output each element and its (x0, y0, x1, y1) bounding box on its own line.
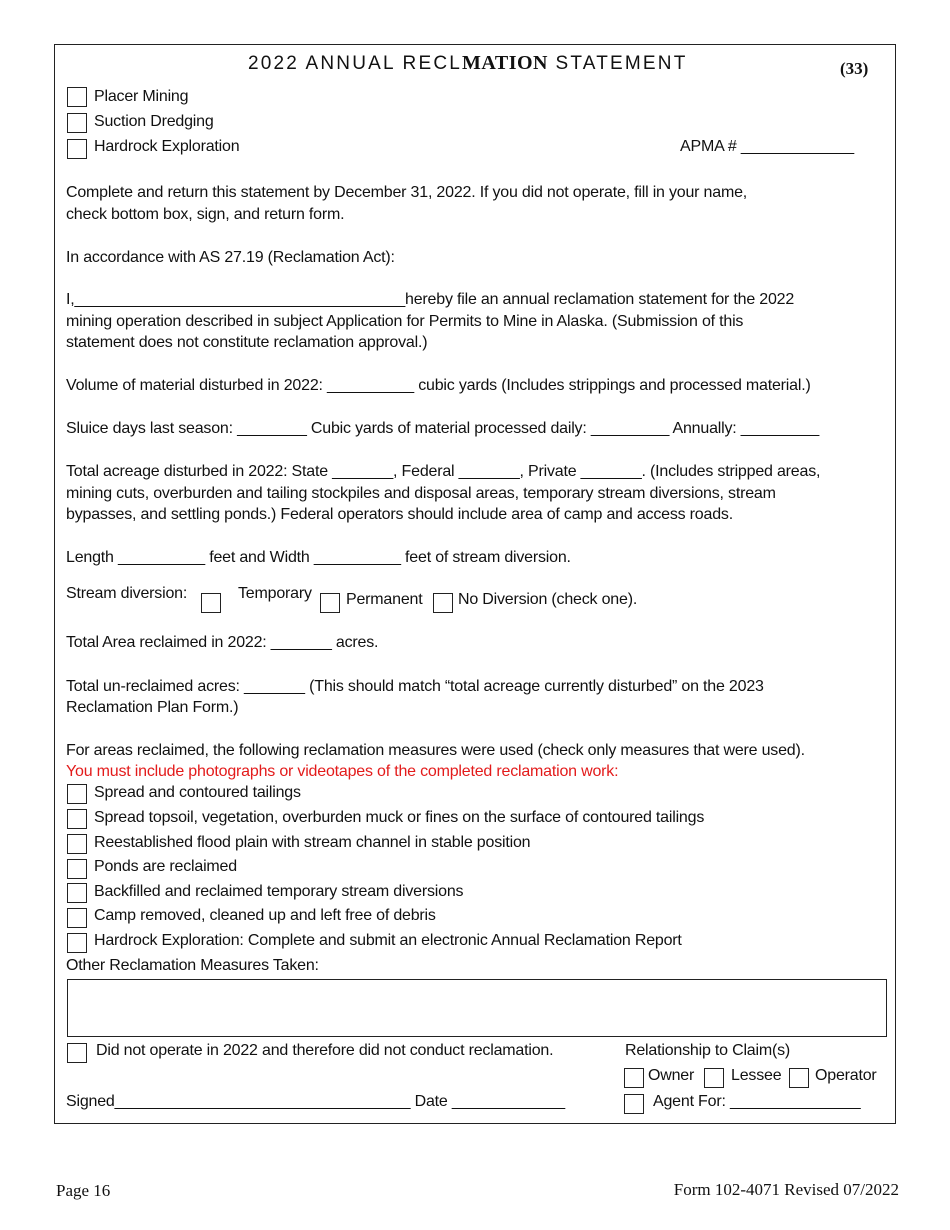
operator-label: Operator (815, 1067, 877, 1084)
measure-checkbox[interactable] (67, 809, 87, 829)
did-not-operate-checkbox[interactable] (67, 1043, 87, 1063)
lessee-checkbox[interactable] (704, 1068, 724, 1088)
form-number: Form 102-4071 Revised 07/2022 (673, 1180, 899, 1199)
lessee-label: Lessee (731, 1067, 782, 1084)
acreage-line-3: bypasses, and settling ponds.) Federal operators should include area of camp and access roads. (66, 506, 733, 523)
stream-diversion-label: Stream diversion: (66, 585, 188, 602)
measure-checkbox[interactable] (67, 908, 87, 928)
sluice-days-field[interactable]: Sluice days last season: ________ Cubic yards of material processed daily: _________ Annually: _________ (66, 420, 820, 437)
diversion-none-label: No Diversion (check one). (458, 591, 638, 608)
suction-dredging-label: Suction Dredging (94, 113, 214, 130)
instructions-line-1: Complete and return this statement by December 31, 2022. If you did not operate, fill in your name, (66, 184, 748, 201)
instructions-line-2: check bottom box, sign, and return form. (66, 206, 345, 223)
diversion-none-checkbox[interactable] (433, 593, 453, 613)
apma-number-field[interactable]: APMA # _____________ (680, 138, 854, 155)
hardrock-exploration-checkbox[interactable] (67, 139, 87, 159)
hardrock-exploration-label: Hardrock Exploration (94, 138, 240, 155)
diversion-temporary-label: Temporary (238, 585, 312, 602)
measures-intro: For areas reclaimed, the following reclamation measures were used (check only measures that were used). (66, 742, 805, 759)
measure-label: Camp removed, cleaned up and left free of debris (94, 907, 436, 924)
owner-checkbox[interactable] (624, 1068, 644, 1088)
agent-checkbox[interactable] (624, 1094, 644, 1114)
other-measures-textarea[interactable] (67, 979, 887, 1037)
signature-date-field[interactable]: Signed__________________________________ Date _____________ (66, 1093, 565, 1110)
diversion-permanent-label: Permanent (346, 591, 423, 608)
accordance-text: In accordance with AS 27.19 (Reclamation Act): (66, 249, 395, 266)
measure-label: Spread and contoured tailings (94, 784, 301, 801)
measure-checkbox[interactable] (67, 834, 87, 854)
stream-diversion-dimensions-field[interactable]: Length __________ feet and Width __________ feet of stream diversion. (66, 549, 571, 566)
unreclaimed-note: Reclamation Plan Form.) (66, 699, 239, 716)
placer-mining-label: Placer Mining (94, 88, 189, 105)
declaration-line-3: statement does not constitute reclamation approval.) (66, 334, 428, 351)
owner-label: Owner (648, 1067, 695, 1084)
unreclaimed-acres-field[interactable]: Total un-reclaimed acres: _______ (This should match “total acreage currently disturbed” on the 2023 (66, 678, 764, 695)
measure-label: Ponds are reclaimed (94, 858, 237, 875)
volume-disturbed-field[interactable]: Volume of material disturbed in 2022: __________ cubic yards (Includes strippings and processed material.) (66, 377, 811, 394)
diversion-temporary-checkbox[interactable] (201, 593, 221, 613)
photo-warning: You must include photographs or videotapes of the completed reclamation work: (66, 763, 619, 780)
placer-mining-checkbox[interactable] (67, 87, 87, 107)
measure-checkbox[interactable] (67, 883, 87, 903)
measure-label: Backfilled and reclaimed temporary stream diversions (94, 883, 464, 900)
measure-checkbox[interactable] (67, 859, 87, 879)
agent-for-field[interactable]: Agent For: _______________ (653, 1093, 861, 1110)
relationship-label: Relationship to Claim(s) (625, 1042, 791, 1059)
area-reclaimed-field[interactable]: Total Area reclaimed in 2022: _______ acres. (66, 634, 379, 651)
declaration-line-1[interactable]: I,______________________________________hereby file an annual reclamation statement for the 2022 (66, 291, 795, 308)
declaration-line-2: mining operation described in subject Application for Permits to Mine in Alaska. (Submission of this (66, 313, 744, 330)
measure-label: Hardrock Exploration: Complete and submit an electronic Annual Reclamation Report (94, 932, 682, 949)
measure-checkbox[interactable] (67, 933, 87, 953)
other-measures-label: Other Reclamation Measures Taken: (66, 957, 319, 974)
did-not-operate-label: Did not operate in 2022 and therefore did not conduct reclamation. (96, 1042, 554, 1059)
page-number: Page 16 (56, 1181, 111, 1200)
page-code: (33) (840, 59, 869, 78)
operator-checkbox[interactable] (789, 1068, 809, 1088)
acreage-line-2: mining cuts, overburden and tailing stockpiles and disposal areas, temporary stream diversions, stream (66, 485, 776, 502)
form-title: 2022 ANNUAL RECLMATION STATEMENT (248, 52, 688, 74)
suction-dredging-checkbox[interactable] (67, 113, 87, 133)
measure-label: Reestablished flood plain with stream channel in stable position (94, 834, 531, 851)
diversion-permanent-checkbox[interactable] (320, 593, 340, 613)
measure-checkbox[interactable] (67, 784, 87, 804)
measure-label: Spread topsoil, vegetation, overburden muck or fines on the surface of contoured tailings (94, 809, 705, 826)
acreage-line-1[interactable]: Total acreage disturbed in 2022: State _______, Federal _______, Private _______. (Includes stripped areas, (66, 463, 821, 480)
